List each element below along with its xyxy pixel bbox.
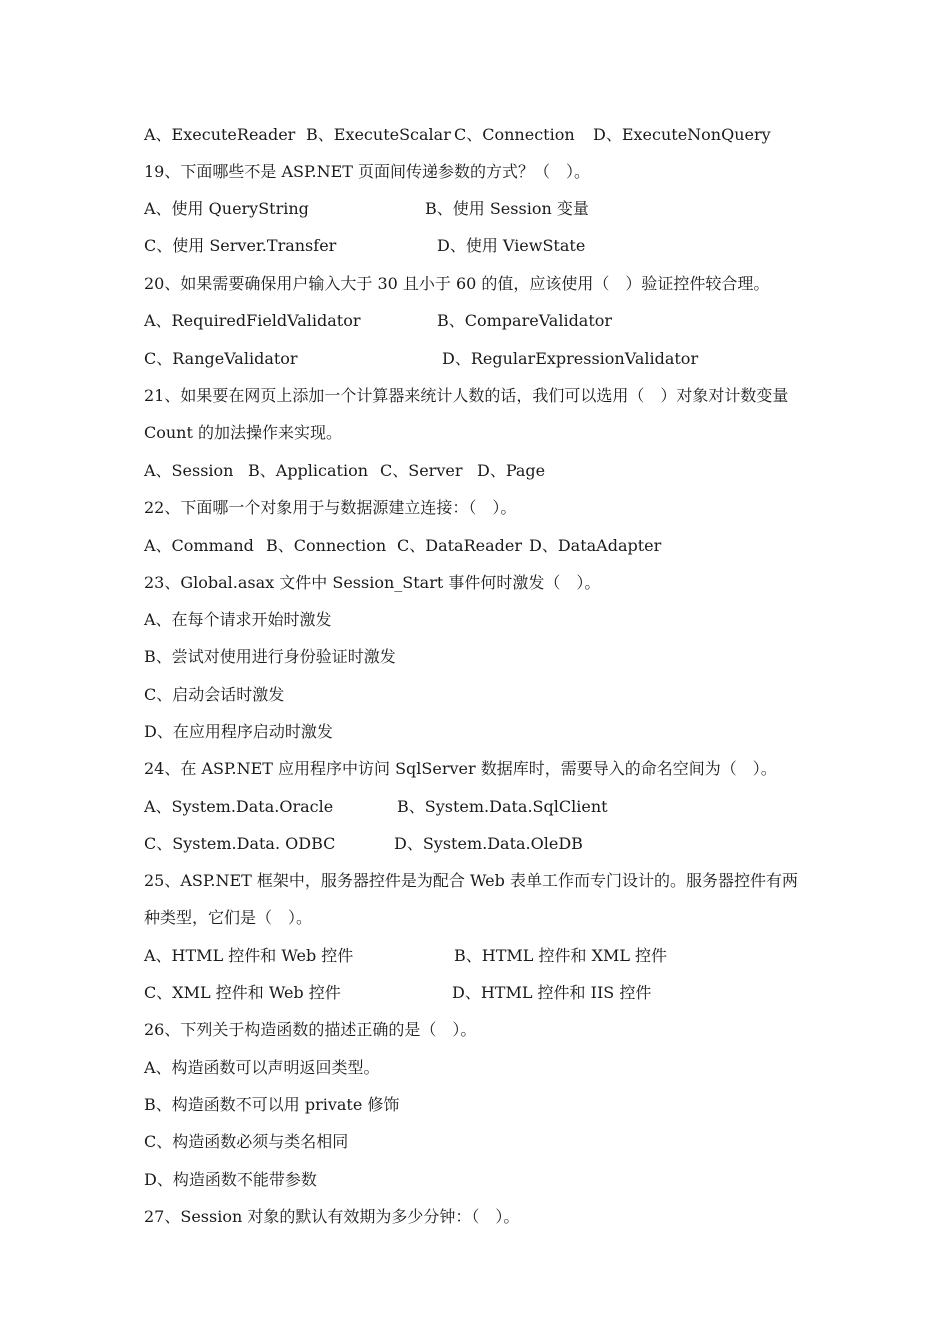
q21-question-line-2: Count 的加法操作来实现。 <box>144 423 343 442</box>
q24-option-a: A、System.Data.Oracle <box>144 797 334 816</box>
q20-question: 20、如果需要确保用户输入大于 30 且小于 60 的值，应该使用（ ）验证控件较合理。 <box>144 274 770 293</box>
q22-option-b: B、Connection <box>266 536 387 555</box>
q19-option-a: A、使用 QueryString <box>144 199 309 218</box>
q20-option-d: D、RegularExpressionValidator <box>442 349 699 368</box>
q20-option-c: C、RangeValidator <box>144 349 298 368</box>
q20-option-a: A、RequiredFieldValidator <box>144 311 361 330</box>
q21-option-c: C、Server <box>380 461 463 480</box>
q26-option-d: D、构造函数不能带参数 <box>144 1170 317 1189</box>
q22-option-c: C、DataReader <box>397 536 522 555</box>
q24-question: 24、在 ASP.NET 应用程序中访问 SqlServer 数据库时，需要导入的命名空间为（ ）。 <box>144 759 777 778</box>
q26-question: 26、下列关于构造函数的描述正确的是（ ）。 <box>144 1020 477 1039</box>
q24-option-d: D、System.Data.OleDB <box>394 834 583 853</box>
q22-option-a: A、Command <box>144 536 254 555</box>
q24-option-c: C、System.Data. ODBC <box>144 834 336 853</box>
q25-option-d: D、HTML 控件和 IIS 控件 <box>452 983 652 1002</box>
q26-option-a: A、构造函数可以声明返回类型。 <box>144 1058 380 1077</box>
q21-question-line-1: 21、如果要在网页上添加一个计算器来统计人数的话，我们可以选用（ ）对象对计数变量 <box>144 386 789 405</box>
q22-question: 22、下面哪一个对象用于与数据源建立连接：（ ）。 <box>144 498 517 517</box>
q25-option-c: C、XML 控件和 Web 控件 <box>144 983 341 1002</box>
q24-option-b: B、System.Data.SqlClient <box>397 797 608 816</box>
q19-option-b: B、使用 Session 变量 <box>425 199 589 218</box>
q21-option-a: A、Session <box>144 461 234 480</box>
q23-option-b: B、尝试对使用进行身份验证时激发 <box>144 647 396 666</box>
q23-option-d: D、在应用程序启动时激发 <box>144 722 333 741</box>
q25-option-a: A、HTML 控件和 Web 控件 <box>144 946 354 965</box>
q21-option-d: D、Page <box>477 461 546 480</box>
q19-option-d: D、使用 ViewState <box>437 236 586 255</box>
q18-option-b: B、ExecuteScalar <box>306 125 451 144</box>
q23-option-c: C、启动会话时激发 <box>144 685 285 704</box>
q20-option-b: B、CompareValidator <box>437 311 613 330</box>
q23-option-a: A、在每个请求开始时激发 <box>144 610 332 629</box>
q23-question: 23、Global.asax 文件中 Session_Start 事件何时激发（ ）。 <box>144 573 601 592</box>
q19-question: 19、下面哪些不是 ASP.NET 页面间传递参数的方式？（ ）。 <box>144 162 591 181</box>
q25-question-line-1: 25、ASP.NET 框架中，服务器控件是为配合 Web 表单工作而专门设计的。服务器控件有两 <box>144 871 798 890</box>
q19-option-c: C、使用 Server.Transfer <box>144 236 337 255</box>
q18-option-a: A、ExecuteReader <box>144 125 296 144</box>
q18-option-d: D、ExecuteNonQuery <box>593 125 771 144</box>
q27-question: 27、Session 对象的默认有效期为多少分钟：（ ）。 <box>144 1207 520 1226</box>
q21-option-b: B、Application <box>248 461 369 480</box>
q25-option-b: B、HTML 控件和 XML 控件 <box>454 946 668 965</box>
q26-option-b: B、构造函数不可以用 private 修饰 <box>144 1095 400 1114</box>
q18-option-c: C、Connection <box>454 125 575 144</box>
q22-option-d: D、DataAdapter <box>529 536 662 555</box>
q26-option-c: C、构造函数必须与类名相同 <box>144 1132 349 1151</box>
q25-question-line-2: 种类型，它们是（ ）。 <box>144 908 313 927</box>
